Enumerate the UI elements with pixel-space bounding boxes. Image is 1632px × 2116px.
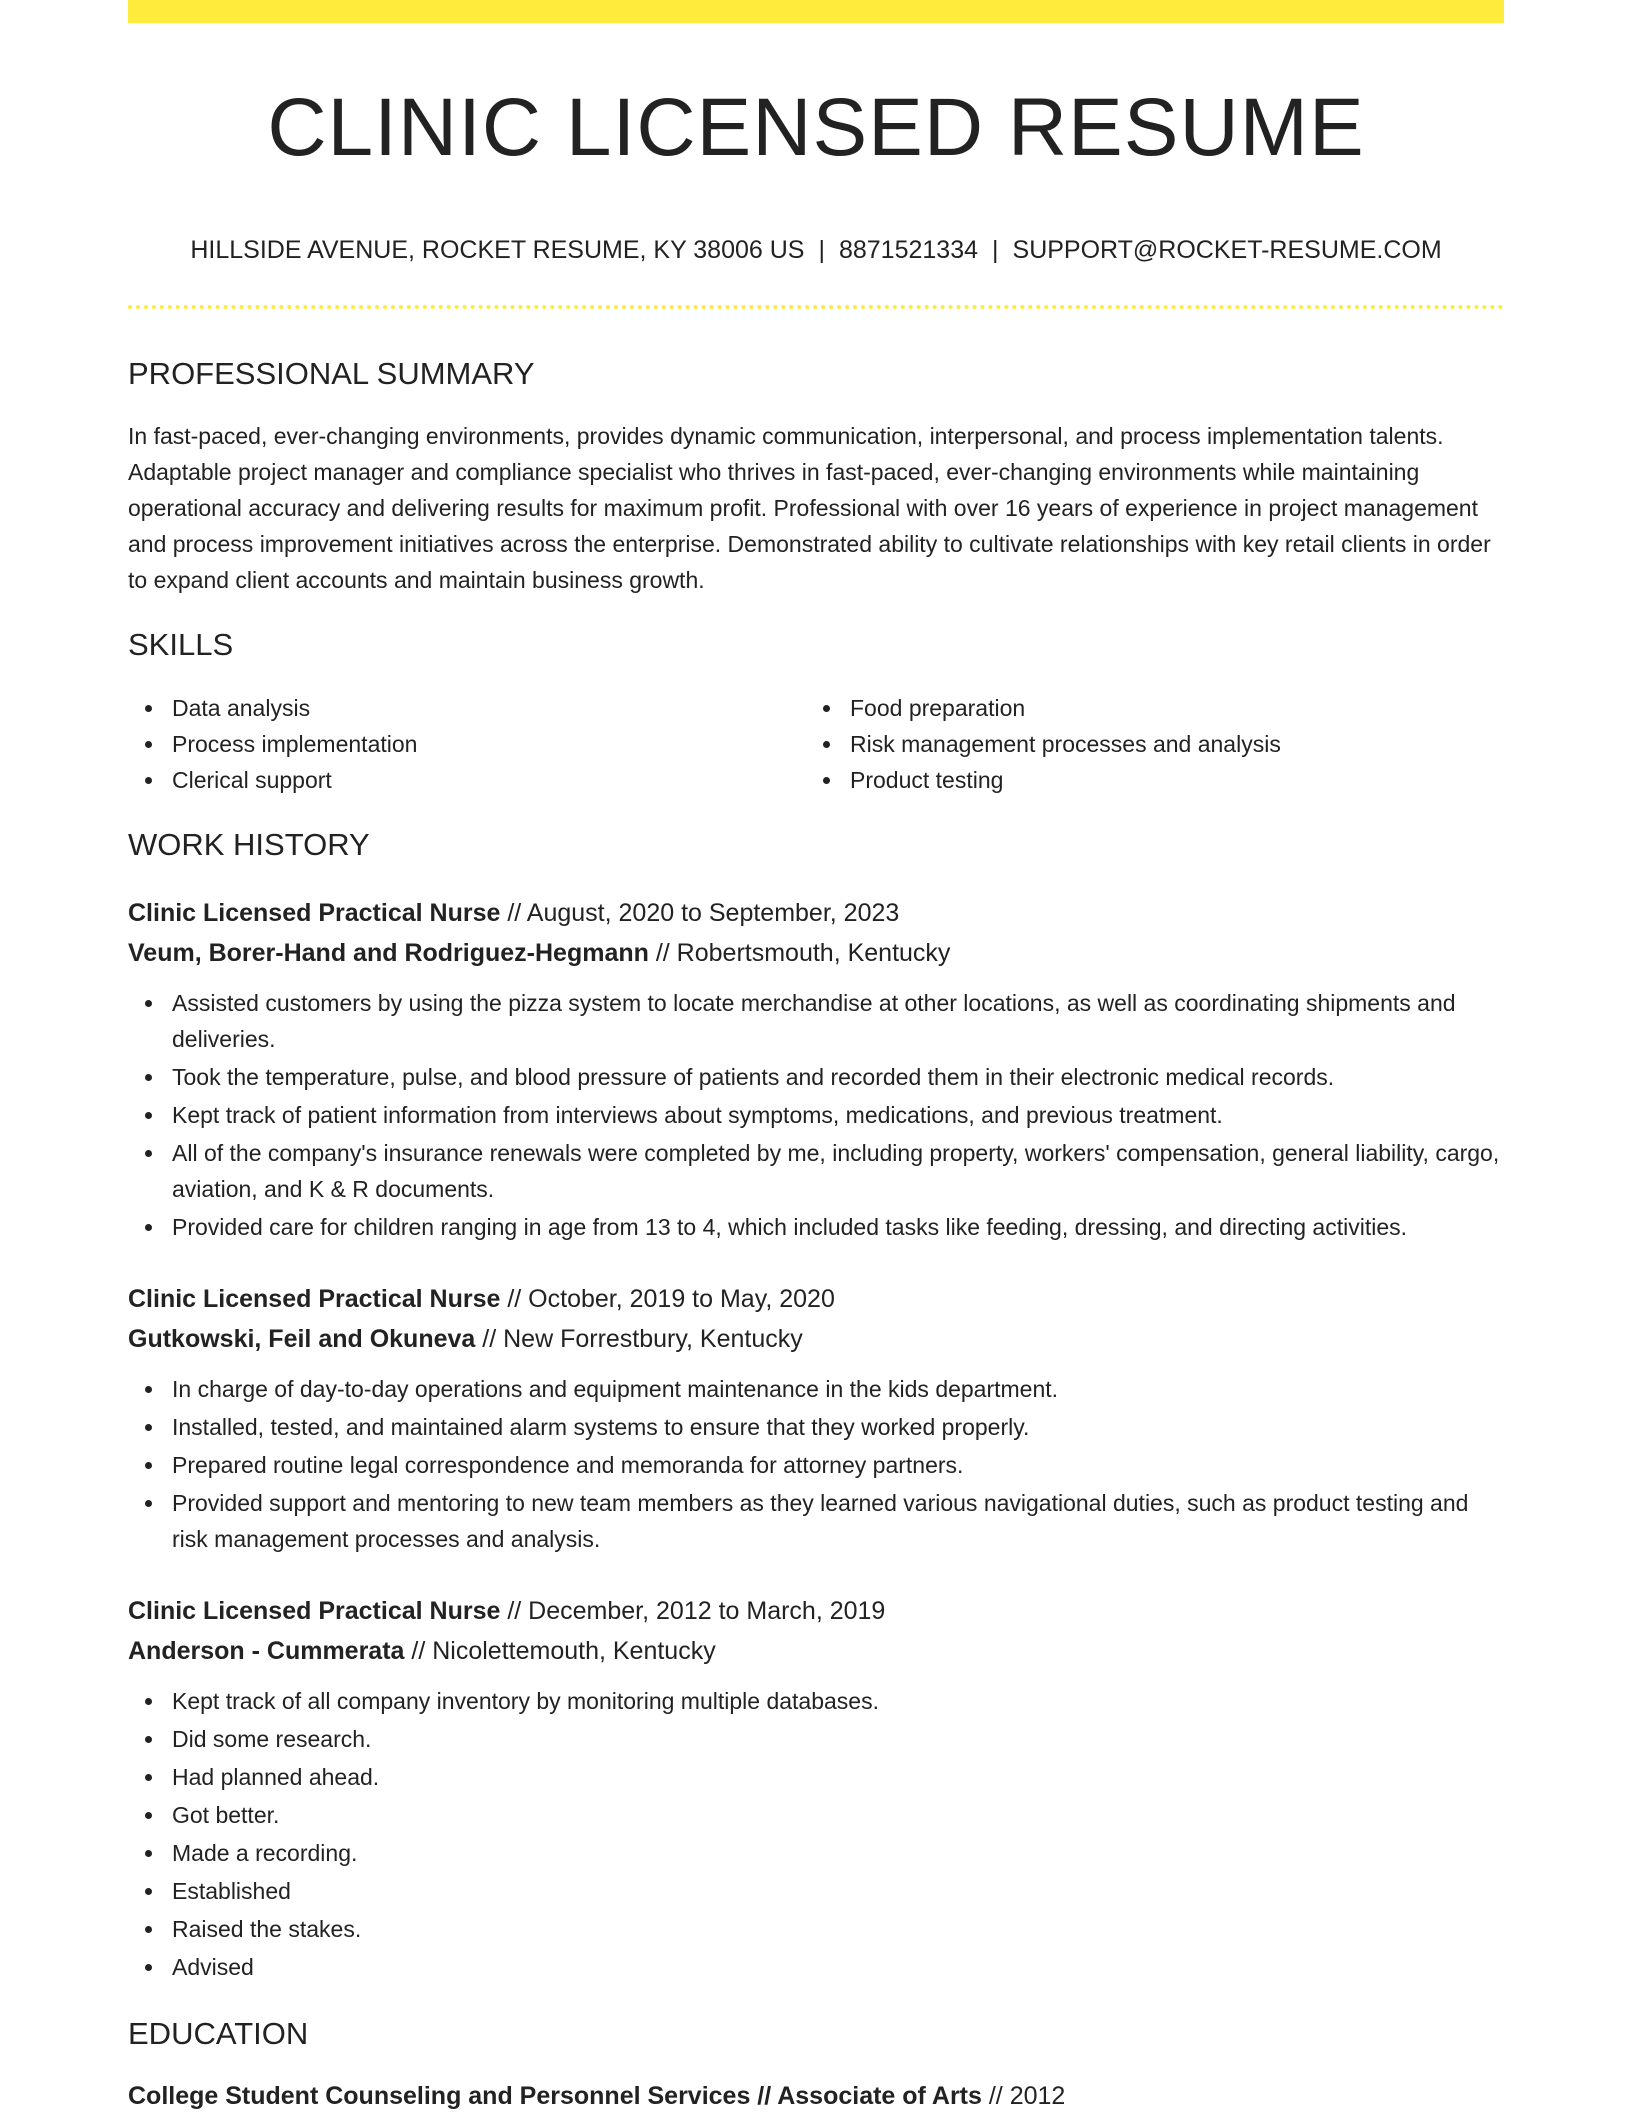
accent-bar bbox=[128, 0, 1504, 23]
job-location: // Robertsmouth, Kentucky bbox=[648, 938, 951, 967]
job-bullet: Advised bbox=[128, 1949, 1504, 1985]
job-bullet: Provided support and mentoring to new team members as they learned various navigational duties, such as product testing and risk management processes and analysis. bbox=[128, 1485, 1504, 1557]
job-bullet: Had planned ahead. bbox=[128, 1759, 1504, 1795]
skills-heading: SKILLS bbox=[128, 627, 234, 663]
education-entry bbox=[128, 2076, 1504, 2116]
job-company: Veum, Borer-Hand and Rodriguez-Hegmann bbox=[128, 938, 649, 967]
education-school: College Student Counseling and Personnel Services // Associate of Arts bbox=[128, 2081, 982, 2110]
job-bullet: Kept track of patient information from interviews about symptoms, medications, and previous treatment. bbox=[128, 1097, 1504, 1133]
skills-column-right bbox=[806, 690, 1484, 798]
job-bullet: Assisted customers by using the pizza system to locate merchandise at other locations, as well as coordinating shipments and deliveries. bbox=[128, 985, 1504, 1057]
work-history-heading: WORK HISTORY bbox=[128, 826, 370, 862]
job-bullet: All of the company's insurance renewals were completed by me, including property, workers' compensation, general liability, cargo, aviation, and K & R documents. bbox=[128, 1135, 1504, 1207]
education-year: // 2012 bbox=[981, 2081, 1066, 2110]
contact-address: HILLSIDE AVENUE, ROCKET RESUME, KY 38006 US bbox=[190, 236, 805, 265]
skill-item: Clerical support bbox=[128, 762, 806, 798]
job-company-line bbox=[128, 933, 1504, 973]
contact-line bbox=[128, 235, 1504, 265]
job-title-line bbox=[128, 1279, 1504, 1319]
job-company: Anderson - Cummerata bbox=[128, 1636, 405, 1665]
job-dates: // August, 2020 to September, 2023 bbox=[500, 898, 900, 927]
job-company: Gutkowski, Feil and Okuneva bbox=[128, 1324, 476, 1353]
job-title-line bbox=[128, 893, 1504, 933]
job-bullet: Provided care for children ranging in age from 13 to 4, which included tasks like feeding, dressing, and directing activities. bbox=[128, 1209, 1504, 1245]
job-role: Clinic Licensed Practical Nurse bbox=[128, 1596, 501, 1625]
job-title-line bbox=[128, 1591, 1504, 1631]
job-bullet: Installed, tested, and maintained alarm systems to ensure that they worked properly. bbox=[128, 1409, 1504, 1445]
contact-separator: | bbox=[818, 236, 825, 265]
skill-item: Product testing bbox=[806, 762, 1484, 798]
job-bullet: Did some research. bbox=[128, 1721, 1504, 1757]
job-bullet: Made a recording. bbox=[128, 1835, 1504, 1871]
job-company-line bbox=[128, 1319, 1504, 1359]
job-location: // New Forrestbury, Kentucky bbox=[475, 1324, 803, 1353]
summary-text: In fast-paced, ever-changing environments, provides dynamic communication, interpersonal, and process implementation talents. Adaptable project manager and compliance specialist who thrives in fast-paced, ever-changing environments while maintaining operational accuracy and delivering results for maximum profit. Professional with over 16 years of experience in project management and process improvement initiatives across the enterprise. Demonstrated ability to cultivate relationships with key retail clients in order to expand client accounts and maintain business growth. bbox=[128, 423, 1491, 594]
job-entry bbox=[128, 1591, 1504, 1985]
job-bullet: Established bbox=[128, 1873, 1504, 1909]
job-bullet: In charge of day-to-day operations and equipment maintenance in the kids department. bbox=[128, 1371, 1504, 1407]
skill-item: Risk management processes and analysis bbox=[806, 726, 1484, 762]
job-bullet: Took the temperature, pulse, and blood pressure of patients and recorded them in their electronic medical records. bbox=[128, 1059, 1504, 1095]
job-bullet: Prepared routine legal correspondence and memoranda for attorney partners. bbox=[128, 1447, 1504, 1483]
summary-heading: PROFESSIONAL SUMMARY bbox=[128, 356, 535, 392]
job-role: Clinic Licensed Practical Nurse bbox=[128, 1284, 501, 1313]
job-entry bbox=[128, 1279, 1504, 1557]
job-company-line bbox=[128, 1631, 1504, 1671]
job-role: Clinic Licensed Practical Nurse bbox=[128, 898, 501, 927]
job-bullet: Kept track of all company inventory by monitoring multiple databases. bbox=[128, 1683, 1504, 1719]
job-entry bbox=[128, 893, 1504, 1245]
skill-item: Data analysis bbox=[128, 690, 806, 726]
contact-separator: | bbox=[992, 236, 999, 265]
skill-item: Food preparation bbox=[806, 690, 1484, 726]
resume-title: CLINIC LICENSED RESUME bbox=[267, 82, 1365, 173]
job-bullets bbox=[128, 1371, 1504, 1557]
job-bullets bbox=[128, 1683, 1504, 1985]
skill-item: Process implementation bbox=[128, 726, 806, 762]
skills-list bbox=[128, 690, 1504, 798]
contact-email[interactable]: SUPPORT@ROCKET-RESUME.COM bbox=[1012, 236, 1442, 265]
skills-column-left bbox=[128, 690, 806, 798]
contact-phone: 8871521334 bbox=[838, 236, 979, 265]
dotted-divider bbox=[128, 305, 1504, 309]
job-dates: // December, 2012 to March, 2019 bbox=[500, 1596, 886, 1625]
job-bullet: Raised the stakes. bbox=[128, 1911, 1504, 1947]
job-bullet: Got better. bbox=[128, 1797, 1504, 1833]
resume-page bbox=[128, 0, 1504, 2116]
job-dates: // October, 2019 to May, 2020 bbox=[500, 1284, 835, 1313]
job-bullets bbox=[128, 985, 1504, 1245]
education-heading: EDUCATION bbox=[128, 2015, 309, 2051]
job-location: // Nicolettemouth, Kentucky bbox=[404, 1636, 716, 1665]
